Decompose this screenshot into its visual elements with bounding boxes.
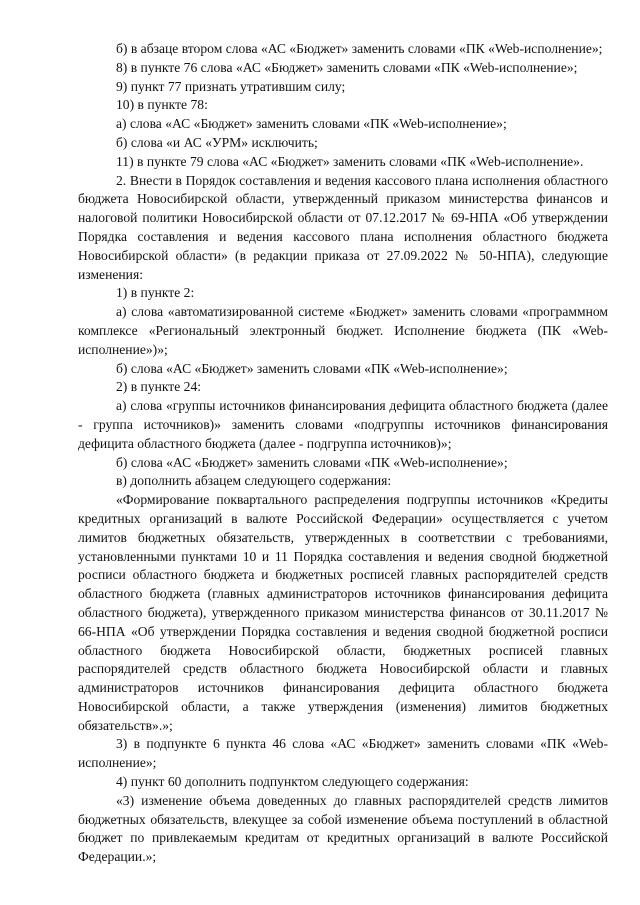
paragraph-19: «3) изменение объема доведенных до главных распорядителей средств лимитов бюджетных обязательств, влекущее за собой изменение объема поступлений в областной бюджет по привлекаемым кредитам от кредитных организаций в валюте Российской Федерации.»; bbox=[78, 792, 608, 865]
paragraph-8: 2. Внести в Порядок составления и ведения кассового плана исполнения областного бюджета Новосибирской области, утвержденный приказом министерства финансов и налоговой политики Новосибирской области от 07.12.2017 № 69-НПА «Об утверждении Порядка составления и ведения кассового плана исполнения областного бюджета Новосибирской области» (в редакции приказа от 27.09.2022 № 50-НПА), следующие изменения: bbox=[78, 172, 608, 282]
document-page bbox=[78, 40, 608, 867]
paragraph-12: 2) в пункте 24: bbox=[116, 379, 202, 395]
paragraph-4: 10) в пункте 78: bbox=[116, 97, 208, 113]
paragraph-10: а) слова «автоматизированной системе «Бюджет» заменить словами «программном комплексе «Региональный электронный бюджет. Исполнение бюджета (ПК «Web-исполнение»)»; bbox=[78, 304, 608, 357]
paragraph-15: в) дополнить абзацем следующего содержания: bbox=[116, 473, 392, 489]
paragraph-9: 1) в пункте 2: bbox=[116, 285, 195, 301]
paragraph-6: б) слова «и АС «УРМ» исключить; bbox=[116, 134, 318, 150]
paragraph-7: 11) в пункте 79 слова «АС «Бюджет» заменить словами «ПК «Web-исполнение». bbox=[116, 153, 584, 169]
paragraph-14: б) слова «АС «Бюджет» заменить словами «ПК «Web-исполнение»; bbox=[116, 454, 508, 470]
paragraph-17: 3) в подпункте 6 пункта 46 слова «АС «Бюджет» заменить словами «ПК «Web-исполнение»; bbox=[78, 736, 608, 771]
paragraph-5: а) слова «АС «Бюджет» заменить словами «ПК «Web-исполнение»; bbox=[116, 116, 507, 132]
paragraph-18: 4) пункт 60 дополнить подпунктом следующего содержания: bbox=[116, 774, 469, 790]
paragraph-2: 8) в пункте 76 слова «АС «Бюджет» заменить словами «ПК «Web-исполнение»; bbox=[116, 59, 578, 75]
paragraph-11: б) слова «АС «Бюджет» заменить словами «ПК «Web-исполнение»; bbox=[116, 360, 508, 376]
paragraph-16: «Формирование поквартального распределения подгруппы источников «Кредиты кредитных организаций в валюте Российской Федерации» осуществляется с учетом лимитов бюджетных обязательств, утвержденных в соответствии с требованиями, установленными пунктами 10 и 11 Порядка составления и ведения сводной бюджетной росписи областного бюджета и бюджетных росписей главных распорядителей средств областного бюджета (главных администраторов источников финансирования дефицита областного бюджета), утвержденного приказом министерства финансов от 30.11.2017 № 66-НПА «Об утверждении Порядка составления и ведения сводной бюджетной росписи областного бюджета Новосибирской области, бюджетных росписей главных распорядителей средств областного бюджета Новосибирской области и главных администраторов источников финансирования дефицита областного бюджета Новосибирской области, а также утверждения (изменения) лимитов бюджетных обязательств».»; bbox=[78, 492, 608, 733]
paragraph-13: а) слова «группы источников финансирования дефицита областного бюджета (далее - группа источников)» заменить словами «подгруппы источников финансирования дефицита областного бюджета (далее - подгруппа источников)»; bbox=[78, 398, 608, 451]
paragraph-3: 9) пункт 77 признать утратившим силу; bbox=[116, 78, 346, 94]
paragraph-1: б) в абзаце втором слова «АС «Бюджет» заменить словами «ПК «Web-исполнение»; bbox=[116, 41, 603, 56]
